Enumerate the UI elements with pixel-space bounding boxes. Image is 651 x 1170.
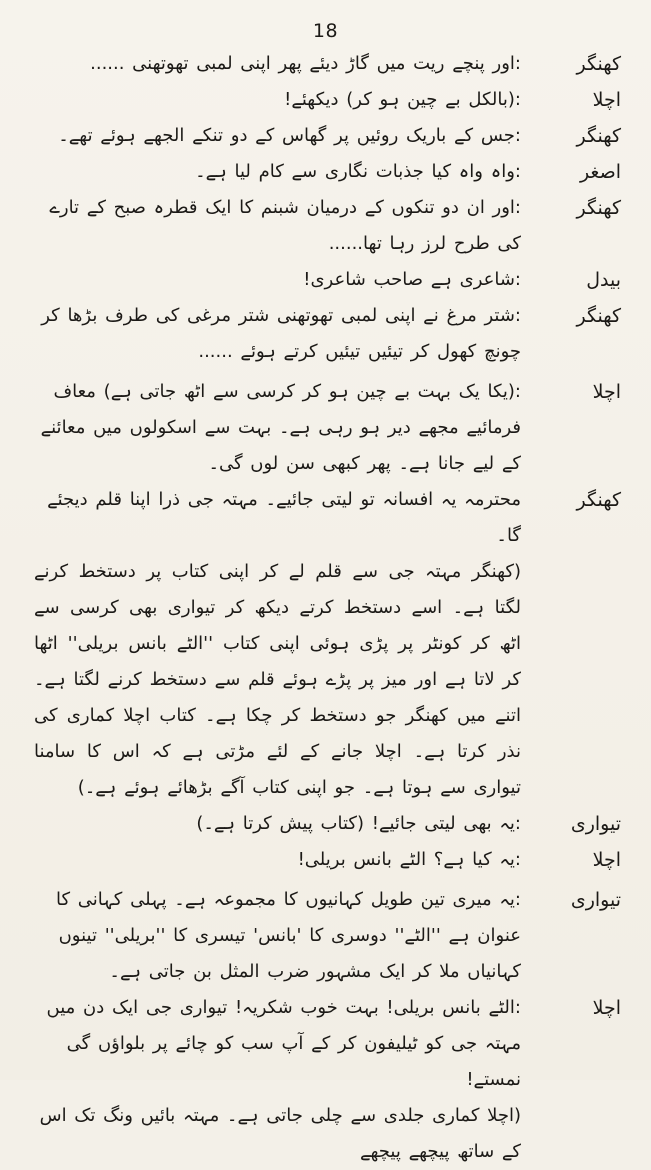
dialogue-body [34,46,623,1170]
speaker-name: تیواری [570,813,621,835]
dialogue-line [34,482,623,554]
dialogue-line [34,842,623,878]
dialogue-text: :الٹے بانس بریلی! بہت خوب شکریہ! تیواری جی ایک دن میں مہتہ جی کو ٹیلیفون کر کے آپ سب کو چائے پر بلواؤں گی نمستے! [46,997,521,1090]
dialogue-line [34,374,623,482]
speaker-name: اصغر [579,161,621,183]
stage-direction-text: (اچلا کماری جلدی سے چلی جاتی ہے۔ مہتہ بائیں ونگ تک اس کے ساتھ پیچھے پیچھے [39,1105,521,1162]
dialogue-text: :(بالکل بے چین ہو کر) دیکھئے! [284,89,521,110]
page-number: 18 [312,20,339,42]
speaker-name: اچلا [592,849,621,871]
dialogue-text: محترمہ یہ افسانہ تو لیتی جائیے۔ مہتہ جی ذرا اپنا قلم دیجئے گا۔ [47,489,521,546]
dialogue-line [34,46,623,82]
dialogue-line [34,990,623,1098]
dialogue-text: :شاعری ہے صاحب شاعری! [303,269,521,290]
dialogue-line [34,82,623,118]
dialogue-text: :(یکا یک بہت بے چین ہو کر کرسی سے اٹھ جاتی ہے) معاف فرمائیے مجھے دیر ہو رہی ہے۔ بہت سے اسکولوں میں معائنے کے لیے جانا ہے۔ پھر کبھی سن لوں گی۔ [40,381,521,474]
speaker-name: کھنگر [576,53,621,75]
speaker-name: اچلا [592,89,621,111]
dialogue-text: :اور پنچے ریت میں گاڑ دیئے پھر اپنی لمبی تھوتھنی ...... [90,53,521,74]
speaker-name: اچلا [592,381,621,403]
dialogue-line [34,806,623,842]
speaker-name: کھنگر [576,489,621,511]
dialogue-text: :واہ واہ کیا جذبات نگاری سے کام لیا ہے۔ [195,161,521,182]
dialogue-text: :یہ بھی لیتی جائیے! (کتاب پیش کرتا ہے۔) [196,813,521,834]
speaker-name: بیدل [586,269,621,291]
dialogue-line [34,298,623,370]
dialogue-text: :یہ میری تین طویل کہانیوں کا مجموعہ ہے۔ پہلی کہانی کا عنوان ہے ''الٹے'' دوسری کا 'بانس' تیسری کا ''بریلی'' تینوں کہانیاں ملا کر ایک مشہور ضرب المثل بن جاتی ہے۔ [55,889,521,982]
stage-direction-text: (کھنگر مہتہ جی سے قلم لے کر اپنی کتاب پر دستخط کرنے لگتا ہے۔ اسے دستخط کرتے دیکھ کر تیواری بھی کرسی سے اٹھ کر کونٹر پر پڑی ہوئی اپنی کتاب ''الٹے بانس بریلی'' اٹھا کر لاتا ہے اور میز پر پڑے ہوئے قلم سے دستخط کرنے لگتا ہے۔ اتنے میں کھنگر جو دستخط کر چکا ہے۔ کتاب اچلا کماری کی نذر کرتا ہے۔ اچلا جانے کے لئے مڑتی ہے کہ اس کا سامنا تیواری سے ہوتا ہے۔ جو اپنی کتاب آگے بڑھائے ہوئے ہے۔) [34,561,521,798]
stage-direction [34,1098,623,1170]
dialogue-line [34,154,623,190]
dialogue-text: :اور ان دو تنکوں کے درمیان شبنم کا ایک قطرہ صبح کے تارے کی طرح لرز رہا تھا...... [49,197,521,254]
speaker-name: کھنگر [576,197,621,219]
dialogue-line [34,190,623,262]
speaker-name: کھنگر [576,125,621,147]
speaker-name: کھنگر [576,305,621,327]
stage-direction [34,554,623,806]
dialogue-line [34,882,623,990]
dialogue-line [34,118,623,154]
speaker-name: تیواری [570,889,621,911]
dialogue-text: :یہ کیا ہے؟ الٹے بانس بریلی! [297,849,521,870]
dialogue-text: :جس کے باریک روئیں پر گھاس کے دو تنکے الجھے ہوئے تھے۔ [58,125,521,146]
dialogue-text: :شتر مرغ نے اپنی لمبی تھوتھنی شتر مرغی کی طرف بڑھا کر چونچ کھول کر تیئیں تیئیں کرتے ہوئے ...... [41,305,521,362]
speaker-name: اچلا [592,997,621,1019]
dialogue-line [34,262,623,298]
